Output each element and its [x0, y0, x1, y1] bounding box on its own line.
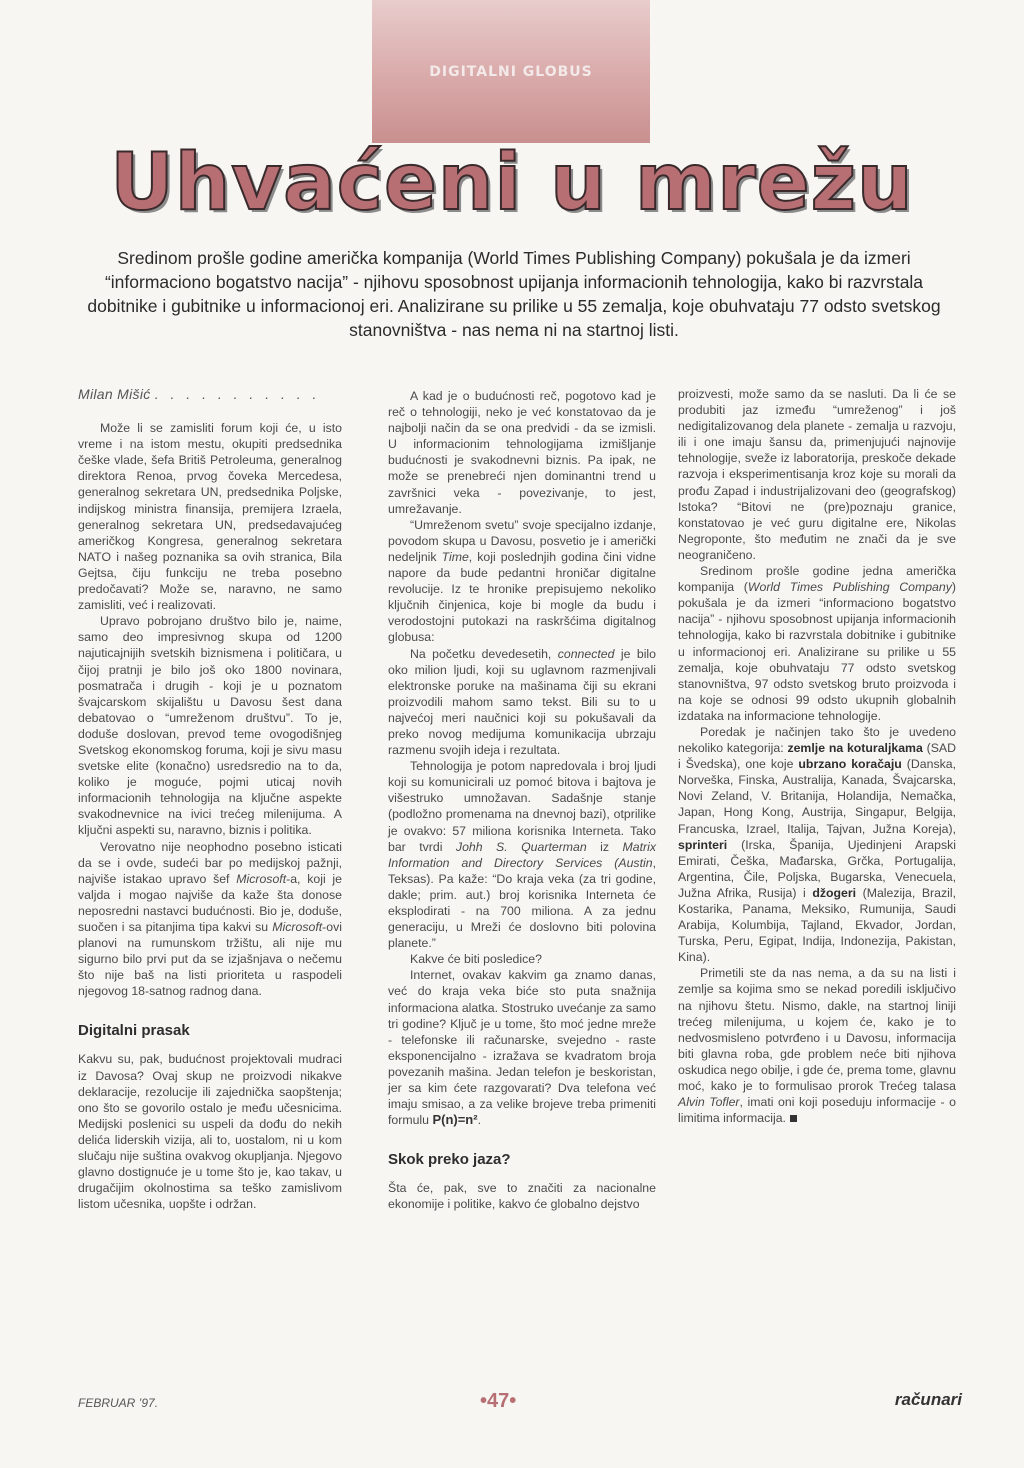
paragraph: Kakvu su, pak, budućnost projektovali mudraci iz Davosa? Ovaj skup ne proizvodi nikakve deklaracije, rezolucije ili zajednička saopštenja; ono što se govorilo ostalo je među učesnicima. Medijski poslenici su uspeli da dođu do nekih delića liderskih vizija, ali to, uostalom, ni u kom slučaju nije suština ovakvog okupljanja. Njegovo glavno dostignuće je u tome što je, kao takav, u drugačijim okolnostima sa teško zamislivom listom učesnika, uopšte i održan.	[78, 1052, 342, 1212]
paragraph: Upravo pobrojano društvo bilo je, naime, samo deo impresivnog skupa od 1200 najuticajnijih svetskih biznismena i političara, u čijoj pratnji je bilo još oko 1800 novinara, posmatrača i drugih - koji je u poznatom švajcarskom skijalištu u Davosu šest dana debatovao o “umreženom društvu”. To je, doduše doslovan, prevod teme ovogodišnjeg Svetskog ekonomskog foruma, koji je sivu masu svetske elite (konačno) usredsredio na to da, koliko je moguće, pojmi uticaj novih informacionih tehnologija na ključne aspekte svakodnevnice na ivici trećeg milenijuma. A ključni aspekti su, naravno, biznis i politika.	[78, 614, 342, 838]
paragraph: Šta će, pak, sve to značiti za nacionalne ekonomije i politike, kakvo će globalno dejstvo	[388, 1181, 656, 1212]
paragraph: Poredak je načinjen tako što je uvedeno nekoliko kategorija: zemlje na koturaljkama (SAD i Švedska), one koje ubrzano koračaju (Danska, Norveška, Finska, Australija, Kanada, Švajcarska, Novi Zeland, V. Britanija, Holandija, Nemačka, Japan, Hong Kong, Austrija, Singapur, Belgija, Francuska, Izrael, Italija, Tajvan, Južna Koreja), sprinteri (Irska, Španija, Ujedinjeni Arapski Emirati, Češka, Mađarska, Grčka, Portugalija, Argentina, Čile, Poljska, Bugarska, Venecuela, Južna Afrika, Rusija) i džogeri (Malezija, Brazil, Kostarika, Panama, Meksiko, Rumunija, Saudi Arabija, Kolumbija, Tajland, Ekvador, Jordan, Turska, Peru, Egipat, Indija, Indonezija, Pakistan, Kina).	[678, 724, 956, 965]
paragraph: Primetili ste da nas nema, a da su na listi i zemlje sa kojima smo se nekad poredili isključivo na njihovu štetu. Nismo, dakle, na startnoj liniji trećeg milenijuma, u kojem će, kako je to nedvosmisleno potvrđeno i u Davosu, informacija biti glavna roba, gde problem neće biti njihova oskudica nego obilje, i gde će, prema tome, glavnu moć, kako je to formulisao prorok Trećeg talasa Alvin Tofler, imati oni koji poseduju informacije - o limitima informacija.	[678, 966, 957, 1126]
section-label: DIGITALNI GLOBUS	[429, 64, 593, 80]
paragraph: Sredinom prošle godine jedna američka kompanija (World Times Publishing Company) pokušala je da izmeri “informaciono bogatstvo nacija” - njihovu sposobnost upijanja informacionih tehnologija, kako bi razvrstala dobitnike i gubitnike u informacionoj eri. Analizirane su prilike u 55 zemalja, koje obuhvataju 77 odsto svetskog stanovništva, 97 odsto svetskog bruto proizvoda i na koje se odnosi 99 odsto ukupnih globalnih izdataka na informacione tehnologije.	[678, 564, 956, 723]
magazine-name: računari	[894, 1390, 962, 1409]
headline: Uhvaćeni u mrežu	[110, 138, 914, 228]
lede: Sredinom prošle godine američka kompanija (World Times Publishing Company) pokušala je da izmeri “informaciono bogatstvo nacija” - njihovu sposobnost upijanja informacionih tehnologija, kako bi razvrstala dobitnike i gubitnike u informacionoj eri. Analizirane su prilike u 55 zemalja, koje obuhvataju 77 odsto svetskog stanovništva - nas nema ni na startnoj listi.	[87, 248, 941, 340]
paragraph: Internet, ovakav kakvim ga znamo danas, već do kraja veka biće sto puta snažnija informaciona alatka. Stostruko uvećanje za samo tri godine? Ključ je u tome, što moć jedne mreže - telefonske ili računarske, svejedno - raste eksponencijalno - izražava se kvadratom broja povezanih mašina. Jedan telefon je beskoristan, jer sa kim ćete razgovarati? Dva telefona već imaju smisao, a za velike brojeve treba primeniti formulu P(n)=n².	[388, 968, 656, 1128]
paragraph: Na početku devedesetih, connected je bilo oko milion ljudi, koji su uglavnom razmenjivali elektronske poruke na mašinama čiji su ekrani proizvodili mahom samo tekst. Bili su to u najvećoj meri naučnici koji su pokušavali da preko novog medijuma komunikacija ubrzaju razmenu svojih ideja i rezultata.	[388, 646, 656, 758]
column-1	[78, 386, 342, 1212]
column-3	[678, 386, 956, 1126]
paragraph: A kad je o budućnosti reč, pogotovo kad je reč o tehnologiji, neko je već konstatovao da je najbolji način da se ona predvidi - da se izmisli. U informacionim tehnologijama izmišljanje budućnosti je svakodnevni biznis. Pa ipak, ne može se prenebreći njen dominantni trend u završnici veka - povezivanje, to jest, umrežavanje.	[388, 389, 656, 516]
paragraph: Može li se zamisliti forum koji će, u isto vreme i na istom mestu, okupiti predsednika češke vlade, šefa Britiš Petroleuma, generalnog direktora Renoa, prvog čoveka Mercedesa, generalnog sekretara UN, predsednika Poljske, indijskog ministra finansija, premijera Izraela, generalnog sekretara UN, predsedavajućeg američkog Kongresa, generalnog sekretara NATO i našeg poznanika sa ovih stranica, Bila Gejtsa, čiju funkciju ne treba posebno predočavati? Može se, naravno, ne samo zamisliti, već i realizovati.	[78, 421, 342, 613]
paragraph: Verovatno nije neophodno posebno isticati da se i ovde, sudeći bar po medijskoj pažnji, najviše istakao upravo šef Microsoft-a, koji je valjda i mogao najviše da kaže šta donose neposredni nastavci budućnosti. Bio je, doduše, suočen i sa pitanjima tipa kakvi su Microsoft-ovi planovi na rumunskom tržištu, ali nije mu sigurno bilo prvi put da se izjašnjava o nečemu što nije baš na listi prioriteta u raspodeli njegovog 18-satnog radnog dana.	[78, 839, 342, 999]
byline-dots: . . . . . . . . . . .	[154, 386, 321, 402]
subheading: Digitalni prasak	[78, 1022, 190, 1040]
footer-date: FEBRUAR ’97.	[78, 1396, 159, 1410]
byline	[78, 386, 342, 402]
author-name: Milan Mišić	[78, 386, 151, 402]
paragraph: “Umreženom svetu” svoje specijalno izdanje, povodom skupa u Davosu, posvetio je i američki nedeljnik Time, koji poslednjih godina čini vidne napore da bude pedantni hroničar digitalne revolucije. Iz te hronike prepisujemo nekoliko ključnih činjenica, koje bi mogle da budu i verodostojni putokazi na raskršćima digitalnog globusa:	[388, 517, 656, 645]
paragraph: Kakve će biti posledice?	[410, 952, 542, 967]
page-number: •47•	[480, 1390, 517, 1412]
paragraph: proizvesti, može samo da se nasluti. Da li će se produbiti jaz između “umreženog” i još nedigitalizovanog dela planete - zemalja u razvoju, ili i one imaju šansu da, primenjujući najnovije tehnologije, sveže iz laboratorija, preskoče dekade razvoja i eksperimentisanja kroz koje su morali da prođu Zapad i industrijalizovani deo (geografskog) Istoka? “Bitovi ne (pre)poznaju granice, konstatovao je već guru digitalne ere, Nikolas Negroponte, što međutim ne znači da je sve neograničeno.	[678, 387, 956, 562]
end-of-article-square-icon	[790, 1115, 797, 1122]
section-banner	[372, 0, 650, 143]
paragraph: Tehnologija je potom napredovala i broj ljudi koji su komunicirali uz pomoć bitova i bajtova je višestruko umnožavan. Sadašnje stanje (podložno promenama na dnevnoj bazi), otprilike je ovakvo: 57 miliona korisnika Interneta. Tako bar tvrdi Johh S. Quarterman iz Matrix Information and Directory Services (Austin, Teksas). Pa kaže: “Do kraja veka (za tri godine, dakle; prim. aut.) broj korisnika Interneta će eksplodirati - na 700 miliona. A za jednu generaciju, u Mreži će doslovno biti polovina planete.”	[388, 759, 657, 951]
formula: P(n)=n²	[432, 1112, 478, 1128]
subheading: Skok preko jaza?	[388, 1151, 511, 1169]
column-2	[388, 388, 656, 1213]
